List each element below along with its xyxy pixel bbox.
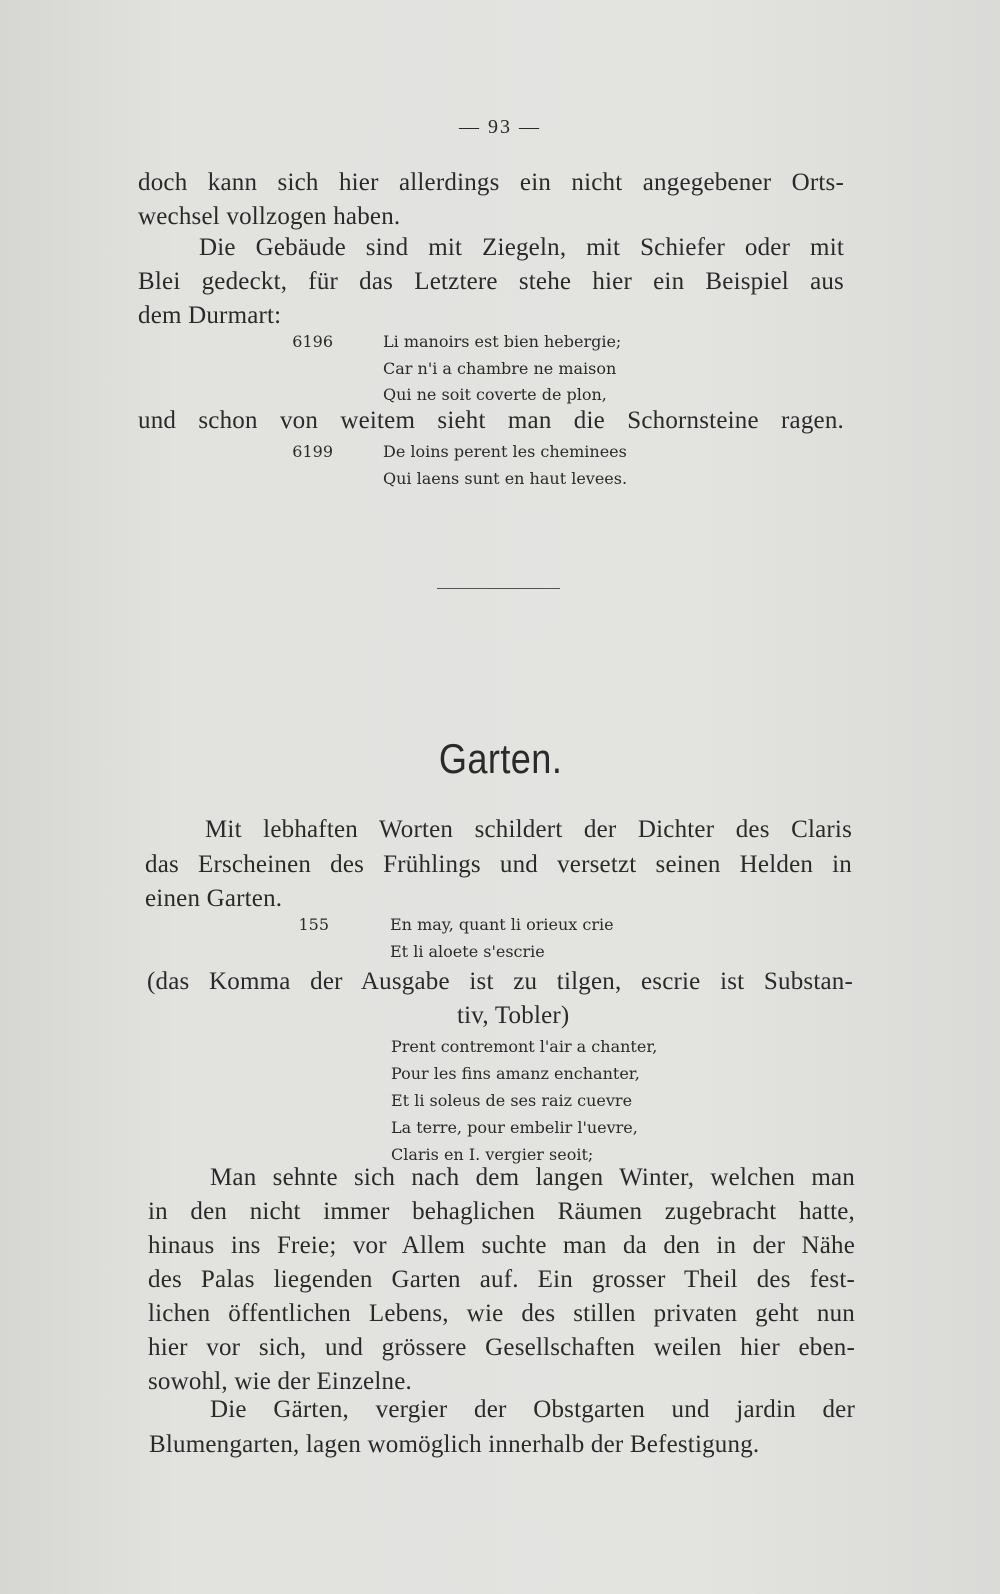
- verse-line: Li manoirs est bien hebergie;: [383, 332, 622, 351]
- verse-line: Prent contremont l'air a chanter,: [391, 1037, 658, 1056]
- page-number: — 93 —: [459, 116, 541, 138]
- text-line: und schon von weitem sieht man die Schornsteine ragen.: [138, 407, 844, 434]
- text-line: tiv, Tobler): [457, 1002, 570, 1029]
- verse-number: 6196: [292, 332, 333, 351]
- text-line: Mit lebhaften Worten schildert der Dichter des Claris: [205, 816, 852, 843]
- verse-line: La terre, pour embelir l'uevre,: [391, 1118, 638, 1137]
- verse-line: Et li aloete s'escrie: [390, 942, 545, 961]
- verse-number: 155: [298, 915, 329, 934]
- verse-line: De loins perent les cheminees: [383, 442, 627, 461]
- verse-line: Pour les fins amanz enchanter,: [391, 1064, 640, 1083]
- text-line: doch kann sich hier allerdings ein nicht angegebener Orts-: [138, 169, 844, 196]
- text-line: in den nicht immer behaglichen Räumen zugebracht hatte,: [148, 1198, 855, 1225]
- section-divider: [437, 588, 560, 589]
- text-line: einen Garten.: [145, 885, 283, 912]
- text-line: hinaus ins Freie; vor Allem suchte man da den in der Nähe: [148, 1232, 855, 1259]
- text-line: Blei gedeckt, für das Letztere stehe hier ein Beispiel aus: [138, 268, 844, 295]
- text-line: lichen öffentlichen Lebens, wie des stillen privaten geht nun: [148, 1300, 855, 1327]
- verse-line: Qui ne soit coverte de plon,: [383, 385, 607, 404]
- verse-line: Qui laens sunt en haut levees.: [383, 469, 628, 488]
- text-line: dem Durmart:: [138, 302, 282, 329]
- verse-line: Et li soleus de ses raiz cuevre: [391, 1091, 633, 1110]
- text-line: das Erscheinen des Frühlings und versetzt seinen Helden in: [145, 851, 852, 878]
- text-line: (das Komma der Ausgabe ist zu tilgen, escrie ist Substan-: [147, 968, 853, 995]
- text-line: Blumengarten, lagen womöglich innerhalb der Befestigung.: [149, 1431, 760, 1458]
- text-line: des Palas liegenden Garten auf. Ein grosser Theil des fest-: [148, 1266, 855, 1293]
- text-line: sowohl, wie der Einzelne.: [148, 1368, 412, 1395]
- text-line: Die Gebäude sind mit Ziegeln, mit Schiefer oder mit: [199, 234, 844, 261]
- verse-line: En may, quant li orieux crie: [390, 915, 614, 934]
- verse-line: Car n'i a chambre ne maison: [383, 359, 617, 378]
- text-line: Die Gärten, vergier der Obstgarten und jardin der: [210, 1396, 855, 1423]
- verse-line: Claris en I. vergier seoit;: [391, 1145, 594, 1164]
- text-line: wechsel vollzogen haben.: [138, 203, 401, 230]
- verse-number: 6199: [292, 442, 333, 461]
- text-line: hier vor sich, und grössere Gesellschaften weilen hier eben-: [148, 1334, 855, 1361]
- section-title: Garten.: [438, 735, 563, 782]
- text-line: Man sehnte sich nach dem langen Winter, welchen man: [210, 1164, 855, 1191]
